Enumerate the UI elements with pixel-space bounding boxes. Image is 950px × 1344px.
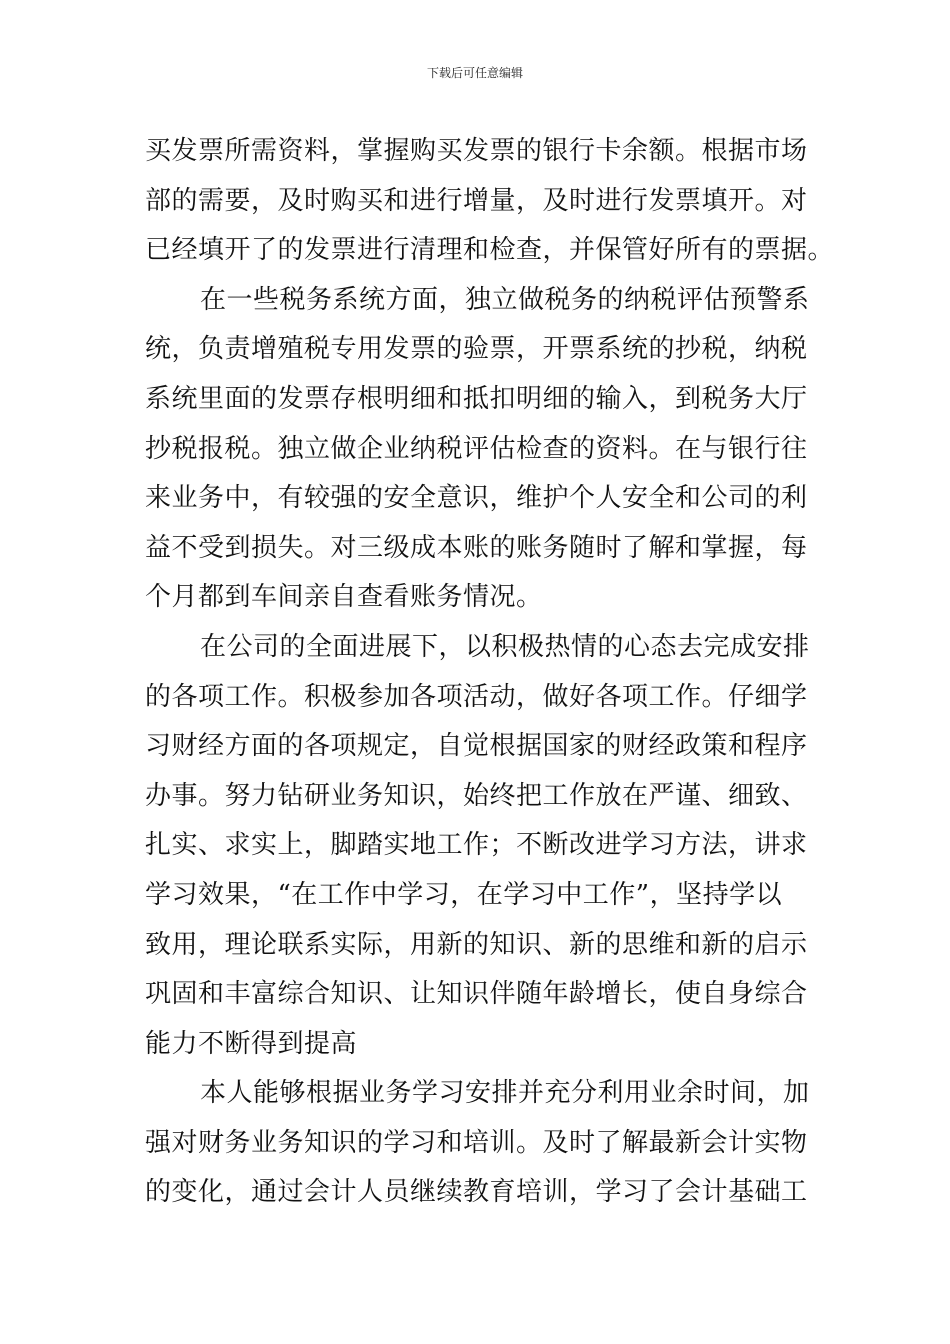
text-line: 买发票所需资料，掌握购买发票的银行卡余额。根据市场 (145, 136, 808, 166)
text-line: 扎实、求实上，脚踏实地工作；不断改进学习方法，讲求 (145, 830, 808, 861)
text-line: 在公司的全面进展下，以积极热情的心态去完成安排 (200, 631, 810, 662)
text-line: 的各项工作。积极参加各项活动，做好各项工作。仔细学 (145, 681, 808, 712)
text-line: 抄税报税。独立做企业纳税评估检查的资料。在与银行往 (145, 433, 808, 464)
text-line: 已经填开了的发票进行清理和检查，并保管好所有的票据。 (145, 235, 835, 266)
text-line: 办事。努力钻研业务知识，始终把工作放在严谨、细致、 (145, 780, 808, 811)
text-line: 能力不断得到提高 (145, 1028, 358, 1059)
text-line: 系统里面的发票存根明细和抵扣明细的输入，到税务大厅 (145, 383, 808, 414)
header-note: 下载后可任意编辑 (426, 66, 523, 80)
text-line: 习财经方面的各项规定，自觉根据国家的财经政策和程序 (145, 731, 808, 762)
text-line: 强对财务业务知识的学习和培训。及时了解最新会计实物 (145, 1127, 808, 1158)
text-line: 部的需要，及时购买和进行增量，及时进行发票填开。对 (145, 185, 808, 216)
text-line: 致用，理论联系实际，用新的知识、新的思维和新的启示 (145, 929, 808, 960)
text-line: 统，负责增殖税专用发票的验票，开票系统的抄税，纳税 (145, 334, 808, 365)
text-line: 巩固和丰富综合知识、让知识伴随年龄增长，使自身综合 (145, 979, 808, 1010)
text-line: 在一些税务系统方面，独立做税务的纳税评估预警系 (200, 284, 810, 315)
text-line: 个月都到车间亲自查看账务情况。 (145, 582, 543, 613)
text-line: 来业务中，有较强的安全意识，维护个人安全和公司的利 (145, 483, 808, 514)
text-line: 益不受到损失。对三级成本账的账务随时了解和掌握，每 (145, 532, 808, 563)
text-line: 本人能够根据业务学习安排并充分利用业余时间，加 (200, 1078, 810, 1109)
text-line: 学习效果，“在工作中学习，在学习中工作”，坚持学以 (145, 879, 783, 910)
text-line: 的变化，通过会计人员继续教育培训，学习了会计基础工 (145, 1177, 808, 1208)
document-body (145, 127, 835, 1218)
